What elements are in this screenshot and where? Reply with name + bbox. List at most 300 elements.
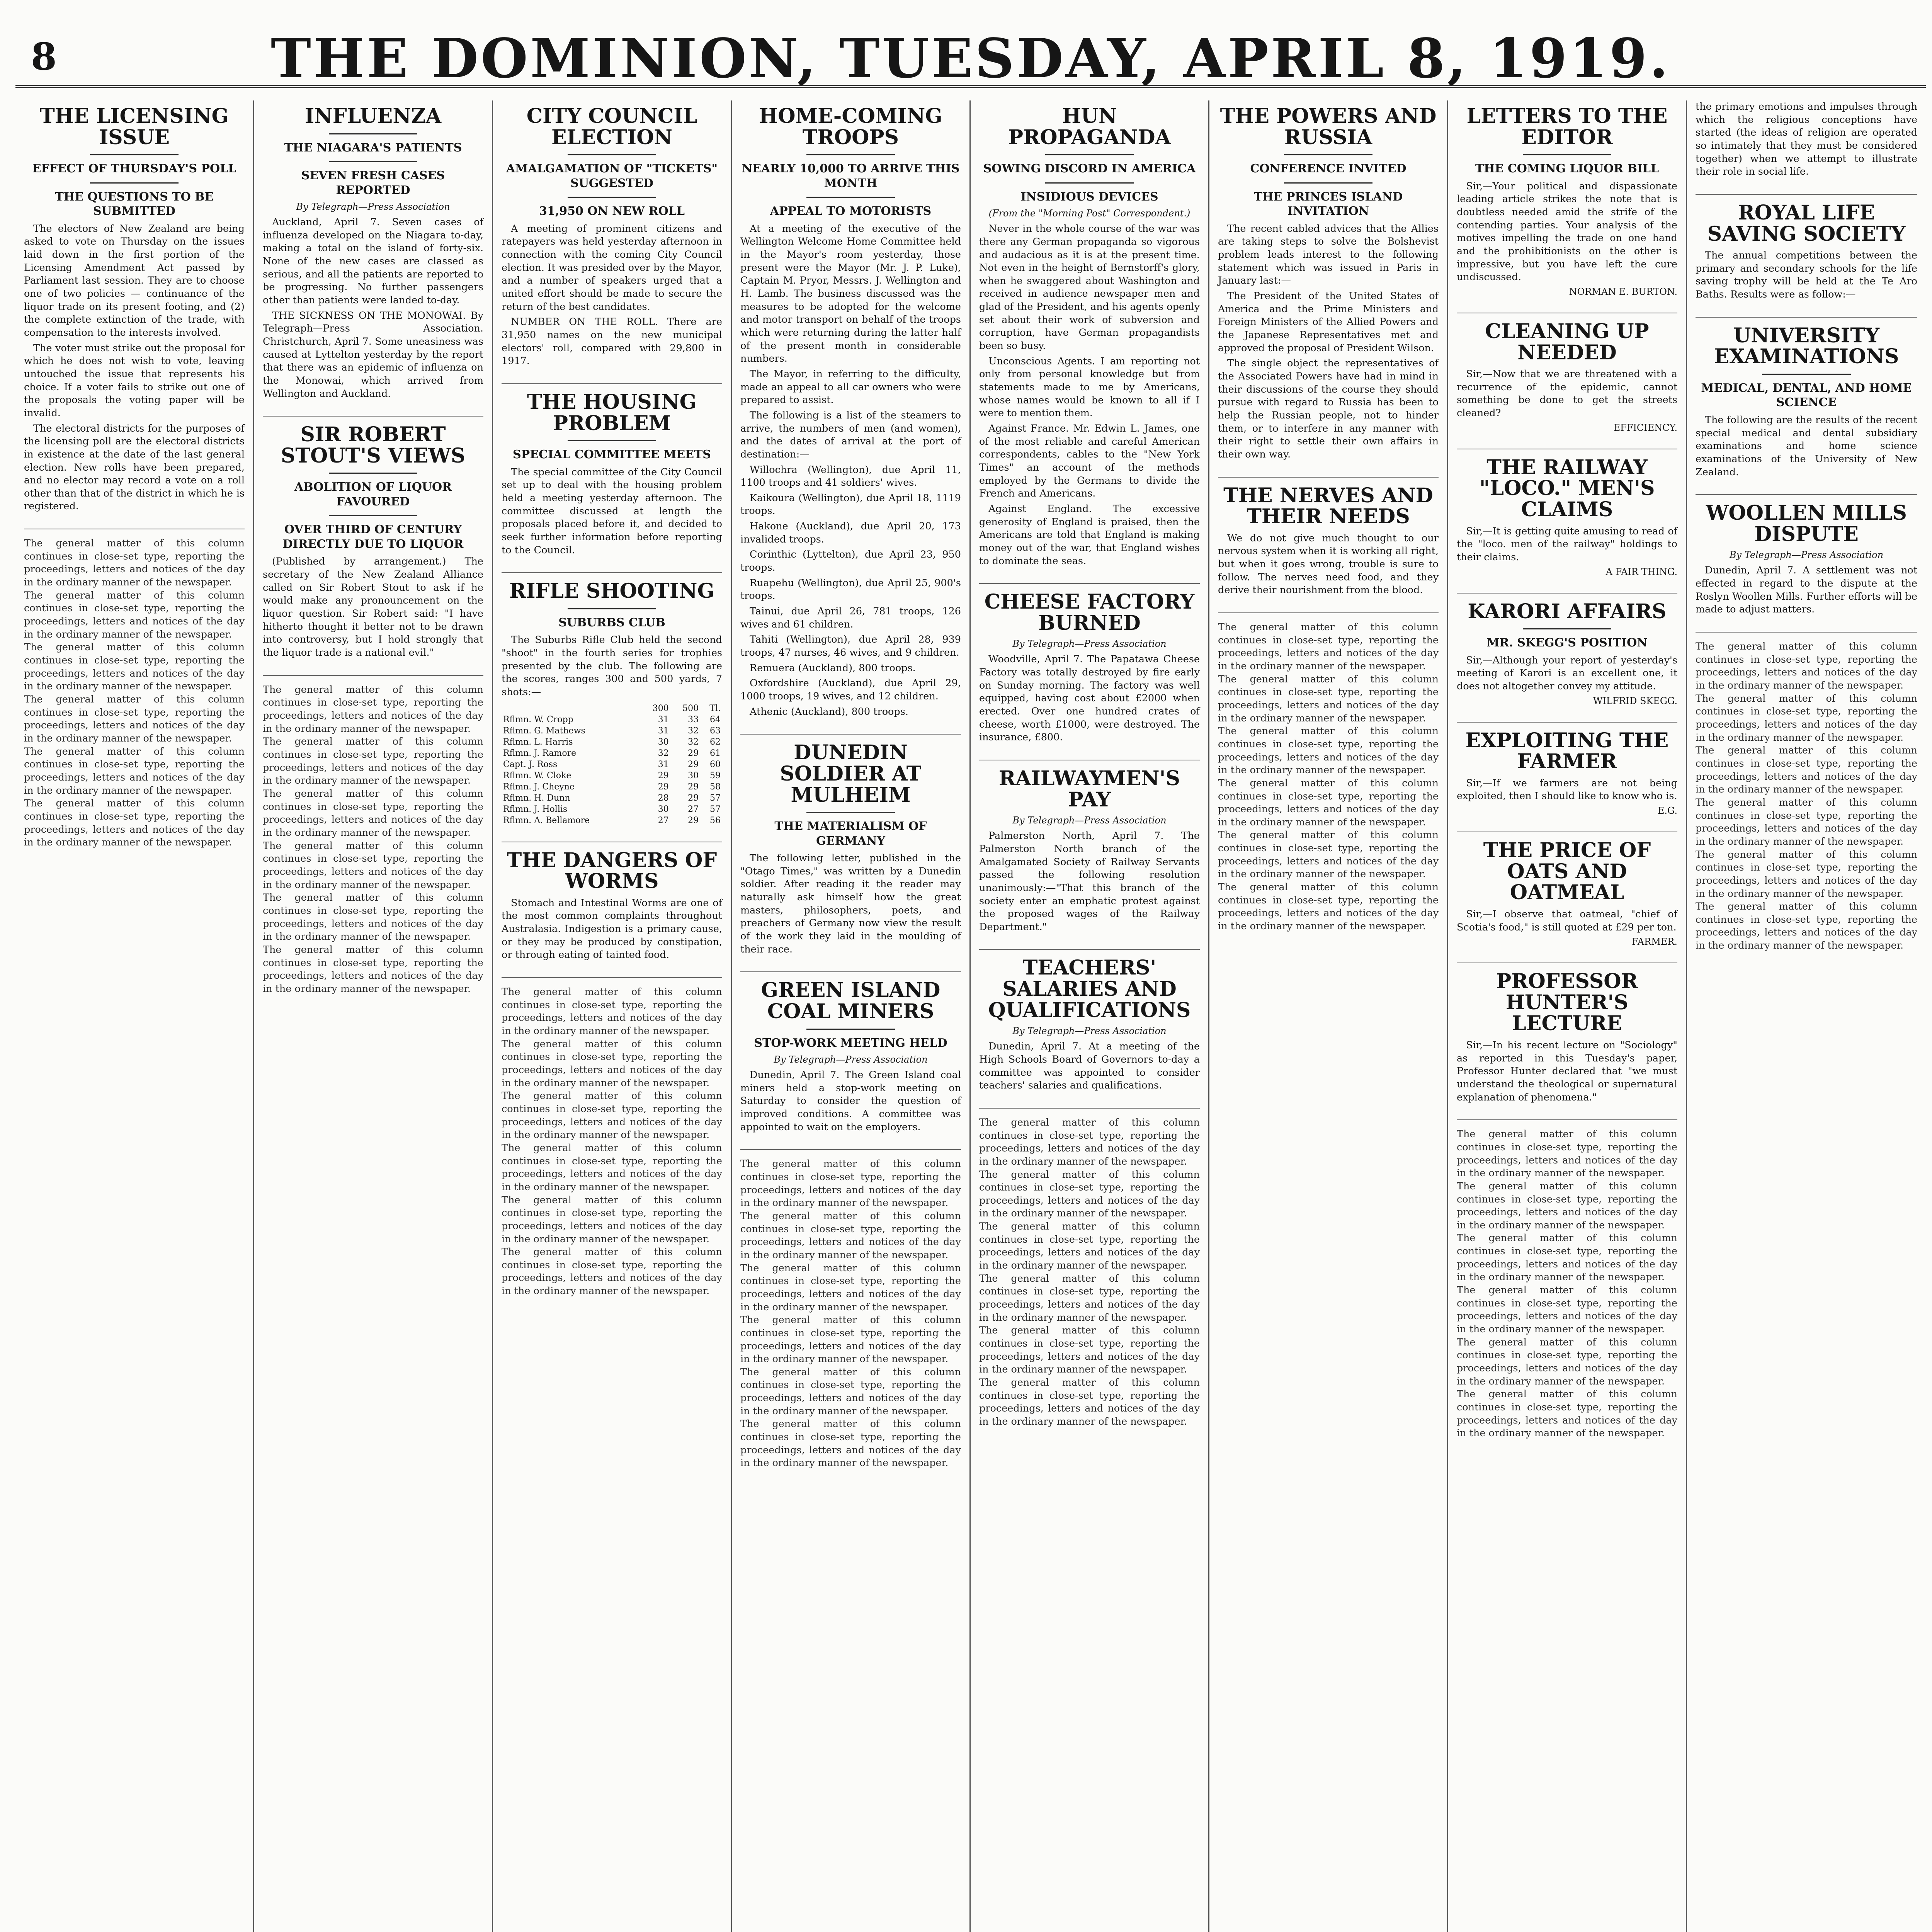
article-separator (502, 383, 722, 384)
article-headline: THE PRICE OF OATS AND OATMEAL (1483, 838, 1651, 905)
article-paragraph: the primary emotions and impulses through which the religious conceptions have started (the ideas of religion are operated so intimately that they must be considered together) when we attempt to illustrate their role in social life. (1696, 101, 1917, 178)
article (979, 106, 1200, 568)
table-cell: 32 (658, 748, 669, 758)
article-subheading: SUBURBS CLUB (558, 616, 665, 629)
article-body (740, 223, 961, 719)
article-subheading: NEARLY 10,000 TO ARRIVE THIS MONTH (742, 162, 960, 190)
article-subheading: STOP-WORK MEETING HELD (754, 1036, 947, 1050)
filler-text: The general matter of this column continues in close-set type, reporting the proceedings, letters and notices of the day in the ordinary manner of the newspaper. (1218, 777, 1439, 828)
article (502, 850, 722, 962)
table-cell: 32 (688, 726, 699, 736)
article (263, 106, 483, 400)
filler-text: The general matter of this column continues in close-set type, reporting the proceedings, letters and notices of the day in the ordinary manner of the newspaper. (502, 1038, 722, 1089)
table-cell: 29 (688, 793, 699, 803)
filler-text: The general matter of this column continues in close-set type, reporting the proceedings, letters and notices of the day in the ordinary manner of the newspaper. (263, 840, 483, 891)
article-separator (979, 949, 1200, 950)
filler-text: The general matter of this column continues in close-set type, reporting the proceedings, letters and notices of the day in the ordinary manner of the newspaper. (24, 798, 245, 849)
article-body (1457, 1039, 1677, 1104)
article-paragraph: The Suburbs Rifle Club held the second "shoot" in the fourth series for trophies presented by the club. The following are the scores, ranges 300 and 500 yards, 7 shots:— (502, 634, 722, 698)
table-cell: 27 (658, 815, 669, 825)
page-number: 8 (31, 35, 57, 78)
list-item: Hakone (Auckland), due April 20, 173 invalided troops. (740, 520, 961, 545)
article-byline: By Telegraph—Press Association (1012, 815, 1167, 826)
divider-rule (806, 1029, 895, 1030)
column-5 (971, 100, 1209, 1932)
article-subheading: APPEAL TO MOTORISTS (770, 204, 932, 218)
article-paragraph: The following is a list of the steamers to arrive, the numbers of men (and women), and the dates of arrival at the port of destination:— (740, 409, 961, 460)
article-paragraph: THE SICKNESS ON THE MONOWAI. By Telegraph—Press Association. Christchurch, April 7. Some uneasiness was caused at Lyttelton yesterday by the report that there was an epidemic of influenza on the Monowai, which arrived from Wellington and Auckland. (263, 310, 483, 400)
article-body (1696, 249, 1917, 301)
article-body (1457, 908, 1677, 934)
divider-rule (1284, 154, 1372, 155)
article-paragraph: Dunedin, April 7. At a meeting of the High Schools Board of Governors to-day a committee was appointed to consider teachers' salaries and qualifications. (979, 1041, 1200, 1092)
article-separator (740, 734, 961, 735)
article-headline: SIR ROBERT STOUT'S VIEWS (281, 423, 466, 468)
article (1457, 321, 1677, 433)
article-body (1457, 180, 1677, 284)
column-2 (254, 100, 493, 1932)
article-paragraph: The recent cabled advices that the Allies are taking steps to solve the Bolshevist problem leads interest to the following statement which was issued in Paris in January last:— (1218, 223, 1439, 287)
article-subheading: MR. SKEGG'S POSITION (1486, 636, 1648, 650)
article-separator (979, 583, 1200, 584)
table-cell: 57 (710, 793, 721, 803)
article-separator (1218, 477, 1439, 478)
table-cell: 29 (688, 759, 699, 769)
article-paragraph: The electoral districts for the purposes of the licensing poll are the electoral districts in existence at the date of the last general election. New rolls have been prepared, and no elector may record a vote on a roll other than that of the district in which he is registered. (24, 422, 245, 512)
article-body (979, 1040, 1200, 1092)
article-headline: CHEESE FACTORY BURNED (984, 590, 1195, 635)
divider-rule (1523, 628, 1611, 629)
table-cell: 64 (710, 714, 721, 724)
divider-rule (1284, 182, 1372, 184)
article-body (502, 897, 722, 962)
article-headline: PROFESSOR HUNTER'S LECTURE (1496, 969, 1638, 1036)
filler-text: The general matter of this column continues in close-set type, reporting the proceedings, letters and notices of the day in the ordinary manner of the newspaper. (1457, 1388, 1677, 1439)
article-paragraph: The following letter, published in the "Otago Times," was written by a Dunedin soldier. After reading it the reader may naturally ask himself how the great masters, philosophers, poets, and preachers of Germany now view the result of the work they laid in the moulding of their race. (740, 852, 961, 955)
article-paragraph: Stomach and Intestinal Worms are one of the most common complaints throughout Australasia. Indigestion is a primary cause, or they may be produced by constipation, or through eating of tainted food. (502, 897, 722, 961)
filler-text: The general matter of this column continues in close-set type, reporting the proceedings, letters and notices of the day in the ordinary manner of the newspaper. (263, 944, 483, 995)
article-paragraph: The voter must strike out the proposal for which he does not wish to vote, leaving untouched the issue that represents his choice. If a voter fails to strike out one of the proposals the voting paper will be invalid. (24, 342, 245, 419)
article-paragraph: Sir,—In his recent lecture on "Sociology" as reported in this Tuesday's paper, Professor Hunter declared that "we must understand the theological or supernatural explanation of phenomena." (1457, 1039, 1677, 1103)
filler-text: The general matter of this column continues in close-set type, reporting the proceedings, letters and notices of the day in the ordinary manner of the newspaper. (1218, 725, 1439, 776)
filler-text: The general matter of this column continues in close-set type, reporting the proceedings, letters and notices of the day in the ordinary manner of the newspaper. (740, 1262, 961, 1313)
table-row (502, 770, 722, 781)
table-cell: 29 (658, 782, 669, 792)
table-cell: Rflmn. H. Dunn (503, 793, 570, 803)
article-headline: RIFLE SHOOTING (509, 579, 714, 603)
article-headline: WOOLLEN MILLS DISPUTE (1706, 501, 1907, 546)
table-cell: 58 (710, 782, 721, 792)
filler-text: The general matter of this column continues in close-set type, reporting the proceedings, letters and notices of the day in the ordinary manner of the newspaper. (24, 589, 245, 640)
table-cell: Rflmn. J. Ramore (503, 748, 577, 758)
filler-text: The general matter of this column continues in close-set type, reporting the proceedings, letters and notices of the day in the ordinary manner of the newspaper. (24, 745, 245, 796)
article (24, 106, 245, 513)
article-separator (1457, 722, 1677, 723)
list-item: Kaikoura (Wellington), due April 18, 1119 troops. (740, 492, 961, 517)
article-separator (1457, 1119, 1677, 1120)
table-cell: Rflmn. L. Harris (503, 737, 573, 747)
list-item: Athenic (Auckland), 800 troops. (750, 706, 908, 718)
article-body (740, 852, 961, 956)
filler-text: The general matter of this column continues in close-set type, reporting the proceedings, letters and notices of the day in the ordinary manner of the newspaper. (502, 1246, 722, 1297)
letter-signature: WILFRID SKEGG. (1593, 695, 1677, 706)
article-headline: HOME-COMING TROOPS (759, 104, 942, 149)
article-headline: TEACHERS' SALARIES AND QUALIFICATIONS (988, 956, 1191, 1022)
article-headline: DUNEDIN SOLDIER AT MULHEIM (780, 741, 922, 807)
divider-rule (1045, 182, 1133, 184)
list-item: Corinthic (Lyttelton), due April 23, 950 troops. (740, 549, 961, 574)
article-paragraph: Against France. Mr. Edwin L. James, one of the most reliable and careful American correspondents, cables to the "New York Times" an account of the methods employed by the Germans to divide the French and Americans. (979, 423, 1200, 500)
letter-signature: A FAIR THING. (1605, 566, 1677, 577)
article-paragraph: Sir,—Although your report of yesterday's meeting of Karori is an excellent one, it does not altogether convey my attitude. (1457, 654, 1677, 692)
table-row (502, 815, 722, 826)
filler-text: The general matter of this column continues in close-set type, reporting the proceedings, letters and notices of the day in the ordinary manner of the newspaper. (1457, 1180, 1677, 1231)
article-byline: By Telegraph—Press Association (1729, 549, 1884, 561)
article (1457, 971, 1677, 1104)
article-separator (740, 971, 961, 972)
article-body (1457, 654, 1677, 693)
article-byline: By Telegraph—Press Association (774, 1054, 928, 1065)
article-body (1457, 777, 1677, 803)
article-headline: CLEANING UP NEEDED (1485, 319, 1649, 364)
filler-text: The general matter of this column continues in close-set type, reporting the proceedings, letters and notices of the day in the ordinary manner of the newspaper. (1696, 641, 1917, 691)
article-headline: LETTERS TO THE EDITOR (1466, 104, 1668, 149)
column-6 (1209, 100, 1448, 1932)
article-paragraph: Woodville, April 7. The Papatawa Cheese Factory was totally destroyed by fire early on Sunday morning. The factory was well equipped, having cost about £2000 when erected. Over one hundred crates of cheese, worth £1000, were destroyed. The insurance, £800. (979, 653, 1200, 743)
divider-rule (806, 197, 895, 198)
divider-rule (806, 812, 895, 813)
table-cell: 62 (710, 737, 721, 747)
article-headline: THE LICENSING ISSUE (40, 104, 229, 149)
divider-rule (568, 608, 656, 609)
article-paragraph: Sir,—It is getting quite amusing to read of the "loco. men of the railway" holdings to their claims. (1457, 525, 1677, 563)
divider-rule (90, 154, 178, 155)
filler-text: The general matter of this column continues in close-set type, reporting the proceedings, letters and notices of the day in the ordinary manner of the newspaper. (740, 1210, 961, 1261)
table-cell: 61 (710, 748, 721, 758)
article-body (502, 634, 722, 699)
filler-text: The general matter of this column continues in close-set type, reporting the proceedings, letters and notices of the day in the ordinary manner of the newspaper. (740, 1314, 961, 1365)
filler-text: The general matter of this column continues in close-set type, reporting the proceedings, letters and notices of the day in the ordinary manner of the newspaper. (740, 1366, 961, 1417)
list-item: Ruapehu (Wellington), due April 25, 900's troops. (740, 577, 961, 602)
article (1457, 106, 1677, 297)
masthead (15, 23, 1926, 88)
divider-rule (568, 197, 656, 198)
article (1457, 457, 1677, 577)
table-cell: Rflmn. J. Hollis (503, 804, 568, 814)
columns-container (15, 100, 1926, 1932)
list-item: Remuera (Auckland), 800 troops. (750, 662, 916, 674)
column-3 (493, 100, 732, 1932)
article-headline: UNIVERSITY EXAMINATIONS (1714, 323, 1899, 369)
article-body (979, 653, 1200, 744)
article (740, 980, 961, 1134)
filler-text: The general matter of this column continues in close-set type, reporting the proceedings, letters and notices of the day in the ordinary manner of the newspaper. (1457, 1128, 1677, 1179)
article-subheading: THE NIAGARA'S PATIENTS (284, 141, 462, 155)
article-body (24, 223, 245, 513)
filler-text: The general matter of this column continues in close-set type, reporting the proceedings, letters and notices of the day in the ordinary manner of the newspaper. (979, 1116, 1200, 1167)
article (740, 742, 961, 956)
article-paragraph: A meeting of prominent citizens and ratepayers was held yesterday afternoon in connection with the coming City Council election. It was presided over by the Mayor, and a number of speakers urged that a united effort should be made to secure the return of the best candidates. (502, 223, 722, 313)
article (1457, 601, 1677, 706)
article (1218, 106, 1439, 461)
article-paragraph: Against England. The excessive generosity of England is praised, then the Americans are told that England is making money out of the war, that England wishes to dominate the seas. (979, 503, 1200, 567)
divider-rule (806, 154, 895, 155)
table-cell: 29 (688, 815, 699, 825)
article-headline: ROYAL LIFE SAVING SOCIETY (1707, 201, 1906, 246)
table-row (502, 748, 722, 759)
article (1696, 100, 1917, 179)
article-paragraph: Unconscious Agents. I am reporting not only from personal knowledge but from statements made to me by Americans, whose names would be known to all if I were to mention them. (979, 355, 1200, 419)
article-byline: By Telegraph—Press Association (296, 201, 450, 213)
table-cell: Rflmn. A. Bellamore (503, 815, 590, 825)
filler-text: The general matter of this column continues in close-set type, reporting the proceedings, letters and notices of the day in the ordinary manner of the newspaper. (1457, 1232, 1677, 1283)
divider-rule (329, 161, 417, 162)
divider-rule (329, 473, 417, 474)
article-paragraph: NUMBER ON THE ROLL. There are 31,950 names on the new municipal electors' roll, compared with 29,800 in 1917. (502, 316, 722, 367)
table-header-row (502, 703, 722, 714)
article (1457, 730, 1677, 816)
filler-text: The general matter of this column continues in close-set type, reporting the proceedings, letters and notices of the day in the ordinary manner of the newspaper. (979, 1168, 1200, 1219)
article-separator (1696, 194, 1917, 195)
article-body (502, 466, 722, 557)
filler-text: The general matter of this column continues in close-set type, reporting the proceedings, letters and notices of the day in the ordinary manner of the newspaper. (24, 694, 245, 744)
article-separator (740, 1149, 961, 1150)
article-paragraph: Palmerston North, April 7. The Palmerston North branch of the Amalgamated Society of Railway Servants passed the following resolution unanimously:—"That this branch of the society enter an emphatic protest against the proposed wages of the Railway Department." (979, 830, 1200, 933)
article-paragraph: (Published by arrangement.) The secretary of the New Zealand Alliance called on Sir Robert Stout to ask if he would make any pronouncement on the liquor question. Sir Robert said: "I have hitherto thought it better not to be drawn into controversy, but I hold strongly that the liquor trade is a national evil." (263, 556, 483, 659)
table-row (502, 804, 722, 815)
article-headline: INFLUENZA (304, 104, 442, 128)
filler-text: The general matter of this column continues in close-set type, reporting the proceedings, letters and notices of the day in the ordinary manner of the newspaper. (1696, 692, 1917, 743)
article-subheading: 31,950 ON NEW ROLL (539, 204, 685, 218)
article-paragraph: The special committee of the City Council set up to deal with the housing problem held a meeting yesterday afternoon. The committee discussed at length the proposals placed before it, and decided to seek further information before reporting to the Council. (502, 466, 722, 556)
filler-text: The general matter of this column continues in close-set type, reporting the proceedings, letters and notices of the day in the ordinary manner of the newspaper. (979, 1325, 1200, 1376)
article-body (1218, 532, 1439, 597)
table-cell: 28 (658, 793, 669, 803)
table-row (502, 725, 722, 736)
article-headline: KARORI AFFAIRS (1468, 599, 1667, 623)
table-cell: 31 (658, 726, 669, 736)
divider-rule (90, 182, 178, 184)
article-paragraph: Sir,—I observe that oatmeal, "chief of Scotia's food," is still quoted at £29 per ton. (1457, 908, 1677, 933)
article-headline: HUN PROPAGANDA (1008, 104, 1171, 149)
article-paragraph: Sir,—If we farmers are not being exploited, then I should like to know who is. (1457, 777, 1677, 802)
table-cell: Rflmn. W. Cloke (503, 770, 571, 781)
filler-text: The general matter of this column continues in close-set type, reporting the proceedings, letters and notices of the day in the ordinary manner of the newspaper. (740, 1418, 961, 1469)
filler-text: The general matter of this column continues in close-set type, reporting the proceedings, letters and notices of the day in the ordinary manner of the newspaper. (1218, 881, 1439, 932)
filler-text: The general matter of this column continues in close-set type, reporting the proceedings, letters and notices of the day in the ordinary manner of the newspaper. (502, 1194, 722, 1245)
article-body (1218, 223, 1439, 461)
article-body (502, 223, 722, 368)
article (979, 592, 1200, 744)
article (1696, 503, 1917, 616)
filler-text: The general matter of this column continues in close-set type, reporting the proceedings, letters and notices of the day in the ordinary manner of the newspaper. (263, 736, 483, 787)
divider-rule (1523, 154, 1611, 155)
newspaper-title: THE DOMINION, TUESDAY, APRIL 8, 1919. (270, 27, 1671, 90)
filler-text: The general matter of this column continues in close-set type, reporting the proceedings, letters and notices of the day in the ordinary manner of the newspaper. (502, 1142, 722, 1193)
article (979, 957, 1200, 1092)
article-subheading: THE PRINCES ISLAND INVITATION (1253, 190, 1403, 218)
article-separator (1696, 632, 1917, 633)
article-subheading: EFFECT OF THURSDAY'S POLL (32, 162, 236, 176)
filler-text: The general matter of this column continues in close-set type, reporting the proceedings, letters and notices of the day in the ordinary manner of the newspaper. (1218, 829, 1439, 880)
article-separator (1696, 317, 1917, 318)
article-paragraph: Sir,—Your political and dispassionate leading article strikes the note that is doubtless needed amid the strife of the contending parties. Your analysis of the motives impelling the trade on one hand and the prohibitionists on the other is impressive, but you have left the cure undiscussed. (1457, 180, 1677, 283)
divider-rule (1045, 154, 1133, 155)
table-row (502, 781, 722, 793)
filler-text: The general matter of this column continues in close-set type, reporting the proceedings, letters and notices of the day in the ordinary manner of the newspaper. (1457, 1284, 1677, 1335)
article-subheading: ABOLITION OF LIQUOR FAVOURED (294, 480, 452, 509)
table-row (502, 714, 722, 725)
article-body (1696, 564, 1917, 616)
article-subheading: THE QUESTIONS TO BE SUBMITTED (55, 190, 214, 218)
filler-text: The general matter of this column continues in close-set type, reporting the proceedings, letters and notices of the day in the ordinary manner of the newspaper. (263, 684, 483, 735)
filler-text: The general matter of this column continues in close-set type, reporting the proceedings, letters and notices of the day in the ordinary manner of the newspaper. (24, 641, 245, 692)
filler-text: The general matter of this column continues in close-set type, reporting the proceedings, letters and notices of the day in the ordinary manner of the newspaper. (263, 787, 483, 838)
filler-text: The general matter of this column continues in close-set type, reporting the proceedings, letters and notices of the day in the ordinary manner of the newspaper. (1457, 1336, 1677, 1387)
article-paragraph: Dunedin, April 7. A settlement was not effected in regard to the dispute at the Roslyn Woollen Mills. Further efforts will be made to adjust matters. (1696, 565, 1917, 616)
article-separator (502, 572, 722, 573)
article-byline: (From the "Morning Post" Correspondent.) (988, 208, 1190, 219)
column-7 (1448, 100, 1687, 1932)
article-paragraph: The single object the representatives of the Associated Powers have had in mind in their discussions of the course they should pursue with regard to Russia has been to help the Russian people, not to hinder them, or to interfere in any manner with their right to settle their own affairs in their own way. (1218, 357, 1439, 460)
table-cell: 30 (658, 737, 669, 747)
letter-signature: E.G. (1657, 805, 1677, 816)
table-cell: 31 (658, 714, 669, 724)
filler-text: The general matter of this column continues in close-set type, reporting the proceedings, letters and notices of the day in the ordinary manner of the newspaper. (1696, 901, 1917, 952)
article (1218, 485, 1439, 597)
table-cell: Rflmn. W. Cropp (503, 714, 573, 724)
article-separator (263, 675, 483, 676)
filler-text: The general matter of this column continues in close-set type, reporting the proceedings, letters and notices of the day in the ordinary manner of the newspaper. (24, 537, 245, 588)
article-subheading: AMALGAMATION OF "TICKETS" SUGGESTED (506, 162, 718, 190)
article-separator (1218, 612, 1439, 613)
divider-rule (568, 154, 656, 155)
filler-text: The general matter of this column continues in close-set type, reporting the proceedings, letters and notices of the day in the ordinary manner of the newspaper. (979, 1221, 1200, 1272)
article-headline: THE RAILWAY "LOCO." MEN'S CLAIMS (1479, 455, 1655, 521)
table-header-cell: 300 (652, 703, 669, 713)
article-paragraph: Never in the whole course of the war was there any German propaganda so vigorous and audacious as it is at the present time. Not even in the height of Bernstorff's glory, when he swaggered about Washington and received in audience newspaper men and glad of the President, and his agents openly set about their work of subversion and corruption, have German propagandists been so busy. (979, 223, 1200, 352)
article (263, 424, 483, 659)
article-subheading: SPECIAL COMMITTEE MEETS (513, 448, 711, 462)
filler-text: The general matter of this column continues in close-set type, reporting the proceedings, letters and notices of the day in the ordinary manner of the newspaper. (740, 1158, 961, 1209)
table-cell: 57 (710, 804, 721, 814)
list-item: Oxfordshire (Auckland), due April 29, 1000 troops, 19 wives, and 12 children. (740, 677, 961, 702)
article-body (1457, 368, 1677, 420)
article (1457, 840, 1677, 947)
article-paragraph: Dunedin, April 7. The Green Island coal miners held a stop-work meeting on Saturday to consider the question of improved conditions. A committee was appointed to wait on the employers. (740, 1069, 961, 1133)
article-byline: By Telegraph—Press Association (1012, 638, 1167, 650)
article-body (1457, 525, 1677, 564)
divider-rule (329, 515, 417, 516)
article (1696, 325, 1917, 479)
article-paragraph: We do not give much thought to our nervous system when it is working all right, but when it goes wrong, trouble is sure to follow. The nerves need food, and they derive their nourishment from the blood. (1218, 532, 1439, 596)
article-headline: THE DANGERS OF WORMS (507, 848, 717, 893)
table-cell: 33 (688, 714, 699, 724)
table-cell: 60 (710, 759, 721, 769)
table-row (502, 793, 722, 804)
article-subheading: SOWING DISCORD IN AMERICA (983, 162, 1196, 176)
table-cell: Capt. J. Ross (503, 759, 558, 769)
filler-text: The general matter of this column continues in close-set type, reporting the proceedings, letters and notices of the day in the ordinary manner of the newspaper. (263, 892, 483, 943)
article-paragraph: Auckland, April 7. Seven cases of influenza developed on the Niagara to-day, making a total on the island of forty-six. None of the new cases are classed as serious, and all the patients are reported to be progressing. No further passengers other than patients were landed to-day. (263, 216, 483, 306)
table-header-cell: Tl. (709, 703, 721, 713)
article-headline: EXPLOITING THE FARMER (1465, 728, 1669, 774)
filler-text: The general matter of this column continues in close-set type, reporting the proceedings, letters and notices of the day in the ordinary manner of the newspaper. (1218, 621, 1439, 672)
article-headline: THE HOUSING PROBLEM (527, 390, 697, 435)
article-subheading: OVER THIRD OF CENTURY DIRECTLY DUE TO LIQUOR (282, 523, 464, 551)
filler-text: The general matter of this column continues in close-set type, reporting the proceedings, letters and notices of the day in the ordinary manner of the newspaper. (1696, 796, 1917, 847)
table-cell: 32 (688, 737, 699, 747)
article-paragraph: Sir,—Now that we are threatened with a recurrence of the epidemic, cannot something be done to get the streets cleaned? (1457, 368, 1677, 419)
article-paragraph: The President of the United States of America and the Prime Ministers and Foreign Ministers of the Allied Powers and the Japanese Representatives met and approved the proposal of President Wilson. (1218, 290, 1439, 354)
table-cell: 29 (688, 748, 699, 758)
divider-rule (329, 133, 417, 134)
table-cell: 30 (688, 770, 699, 781)
column-8 (1687, 100, 1926, 1932)
article-paragraph: The following are the results of the recent special medical and dental subsidiary examinations and home science examinations of the University of New Zealand. (1696, 414, 1917, 478)
article-headline: THE NERVES AND THEIR NEEDS (1223, 483, 1433, 529)
filler-text: The general matter of this column continues in close-set type, reporting the proceedings, letters and notices of the day in the ordinary manner of the newspaper. (1696, 849, 1917, 900)
table-cell: 31 (658, 759, 669, 769)
divider-rule (568, 440, 656, 441)
filler-text: The general matter of this column continues in close-set type, reporting the proceedings, letters and notices of the day in the ordinary manner of the newspaper. (979, 1272, 1200, 1323)
table-row (502, 759, 722, 770)
table-header-cell (502, 703, 640, 714)
article-body (1696, 414, 1917, 479)
letter-signature: FARMER. (1632, 936, 1677, 947)
filler-text: The general matter of this column continues in close-set type, reporting the proceedings, letters and notices of the day in the ordinary manner of the newspaper. (502, 1090, 722, 1141)
article (502, 581, 722, 826)
list-item: Tainui, due April 26, 781 troops, 126 wives and 61 children. (740, 605, 961, 630)
article-separator (1696, 494, 1917, 495)
article-body (1696, 100, 1917, 179)
article-subheading: THE COMING LIQUOR BILL (1475, 162, 1659, 176)
article (502, 106, 722, 368)
article (502, 392, 722, 557)
article-byline: By Telegraph—Press Association (1012, 1026, 1167, 1037)
table-cell: 30 (658, 804, 669, 814)
letter-signature: EFFICIENCY. (1613, 422, 1677, 433)
article-body (979, 830, 1200, 934)
article (740, 106, 961, 718)
list-item: Tahiti (Wellington), due April 28, 939 troops, 47 nurses, 46 wives, and 9 children. (740, 634, 961, 659)
table-cell: 63 (710, 726, 721, 736)
article-separator (1457, 593, 1677, 594)
article (1696, 202, 1917, 301)
article-subheading: THE MATERIALISM OF GERMANY (774, 820, 927, 848)
article-body (263, 216, 483, 400)
article-separator (502, 977, 722, 978)
article-separator (263, 416, 483, 417)
article-paragraph: The annual competitions between the primary and secondary schools for the life saving trophy will be held at the Te Aro Baths. Results were as follow:— (1696, 250, 1917, 301)
article-body (979, 223, 1200, 568)
table-row (502, 736, 722, 748)
article-headline: THE POWERS AND RUSSIA (1220, 104, 1437, 149)
table-cell: 27 (688, 804, 699, 814)
scores-table (502, 703, 722, 826)
article-paragraph: The Mayor, in referring to the difficulty, made an appeal to all car owners who were prepared to assist. (740, 368, 961, 406)
letter-signature: NORMAN E. BURTON. (1569, 286, 1677, 297)
article-separator (979, 1108, 1200, 1109)
list-item: Willochra (Wellington), due April 11, 1100 troops and 41 soldiers' wives. (740, 464, 961, 489)
table-cell: 59 (710, 770, 721, 781)
filler-text: The general matter of this column continues in close-set type, reporting the proceedings, letters and notices of the day in the ordinary manner of the newspaper. (979, 1377, 1200, 1427)
filler-text: The general matter of this column continues in close-set type, reporting the proceedings, letters and notices of the day in the ordinary manner of the newspaper. (1218, 673, 1439, 724)
article-paragraph: At a meeting of the executive of the Wellington Welcome Home Committee held in the Mayor's room yesterday, those present were the Mayor (Mr. J. P. Luke), Captain M. Pryor, Messrs. J. Wellington and H. Lamb. The business discussed was the measures to be adopted for the welcome and motor transport on behalf of the troops which were returning during the latter half of the present month in considerable numbers. (740, 223, 961, 365)
table-cell: 29 (658, 770, 669, 781)
column-1 (15, 100, 254, 1932)
column-4 (732, 100, 971, 1932)
